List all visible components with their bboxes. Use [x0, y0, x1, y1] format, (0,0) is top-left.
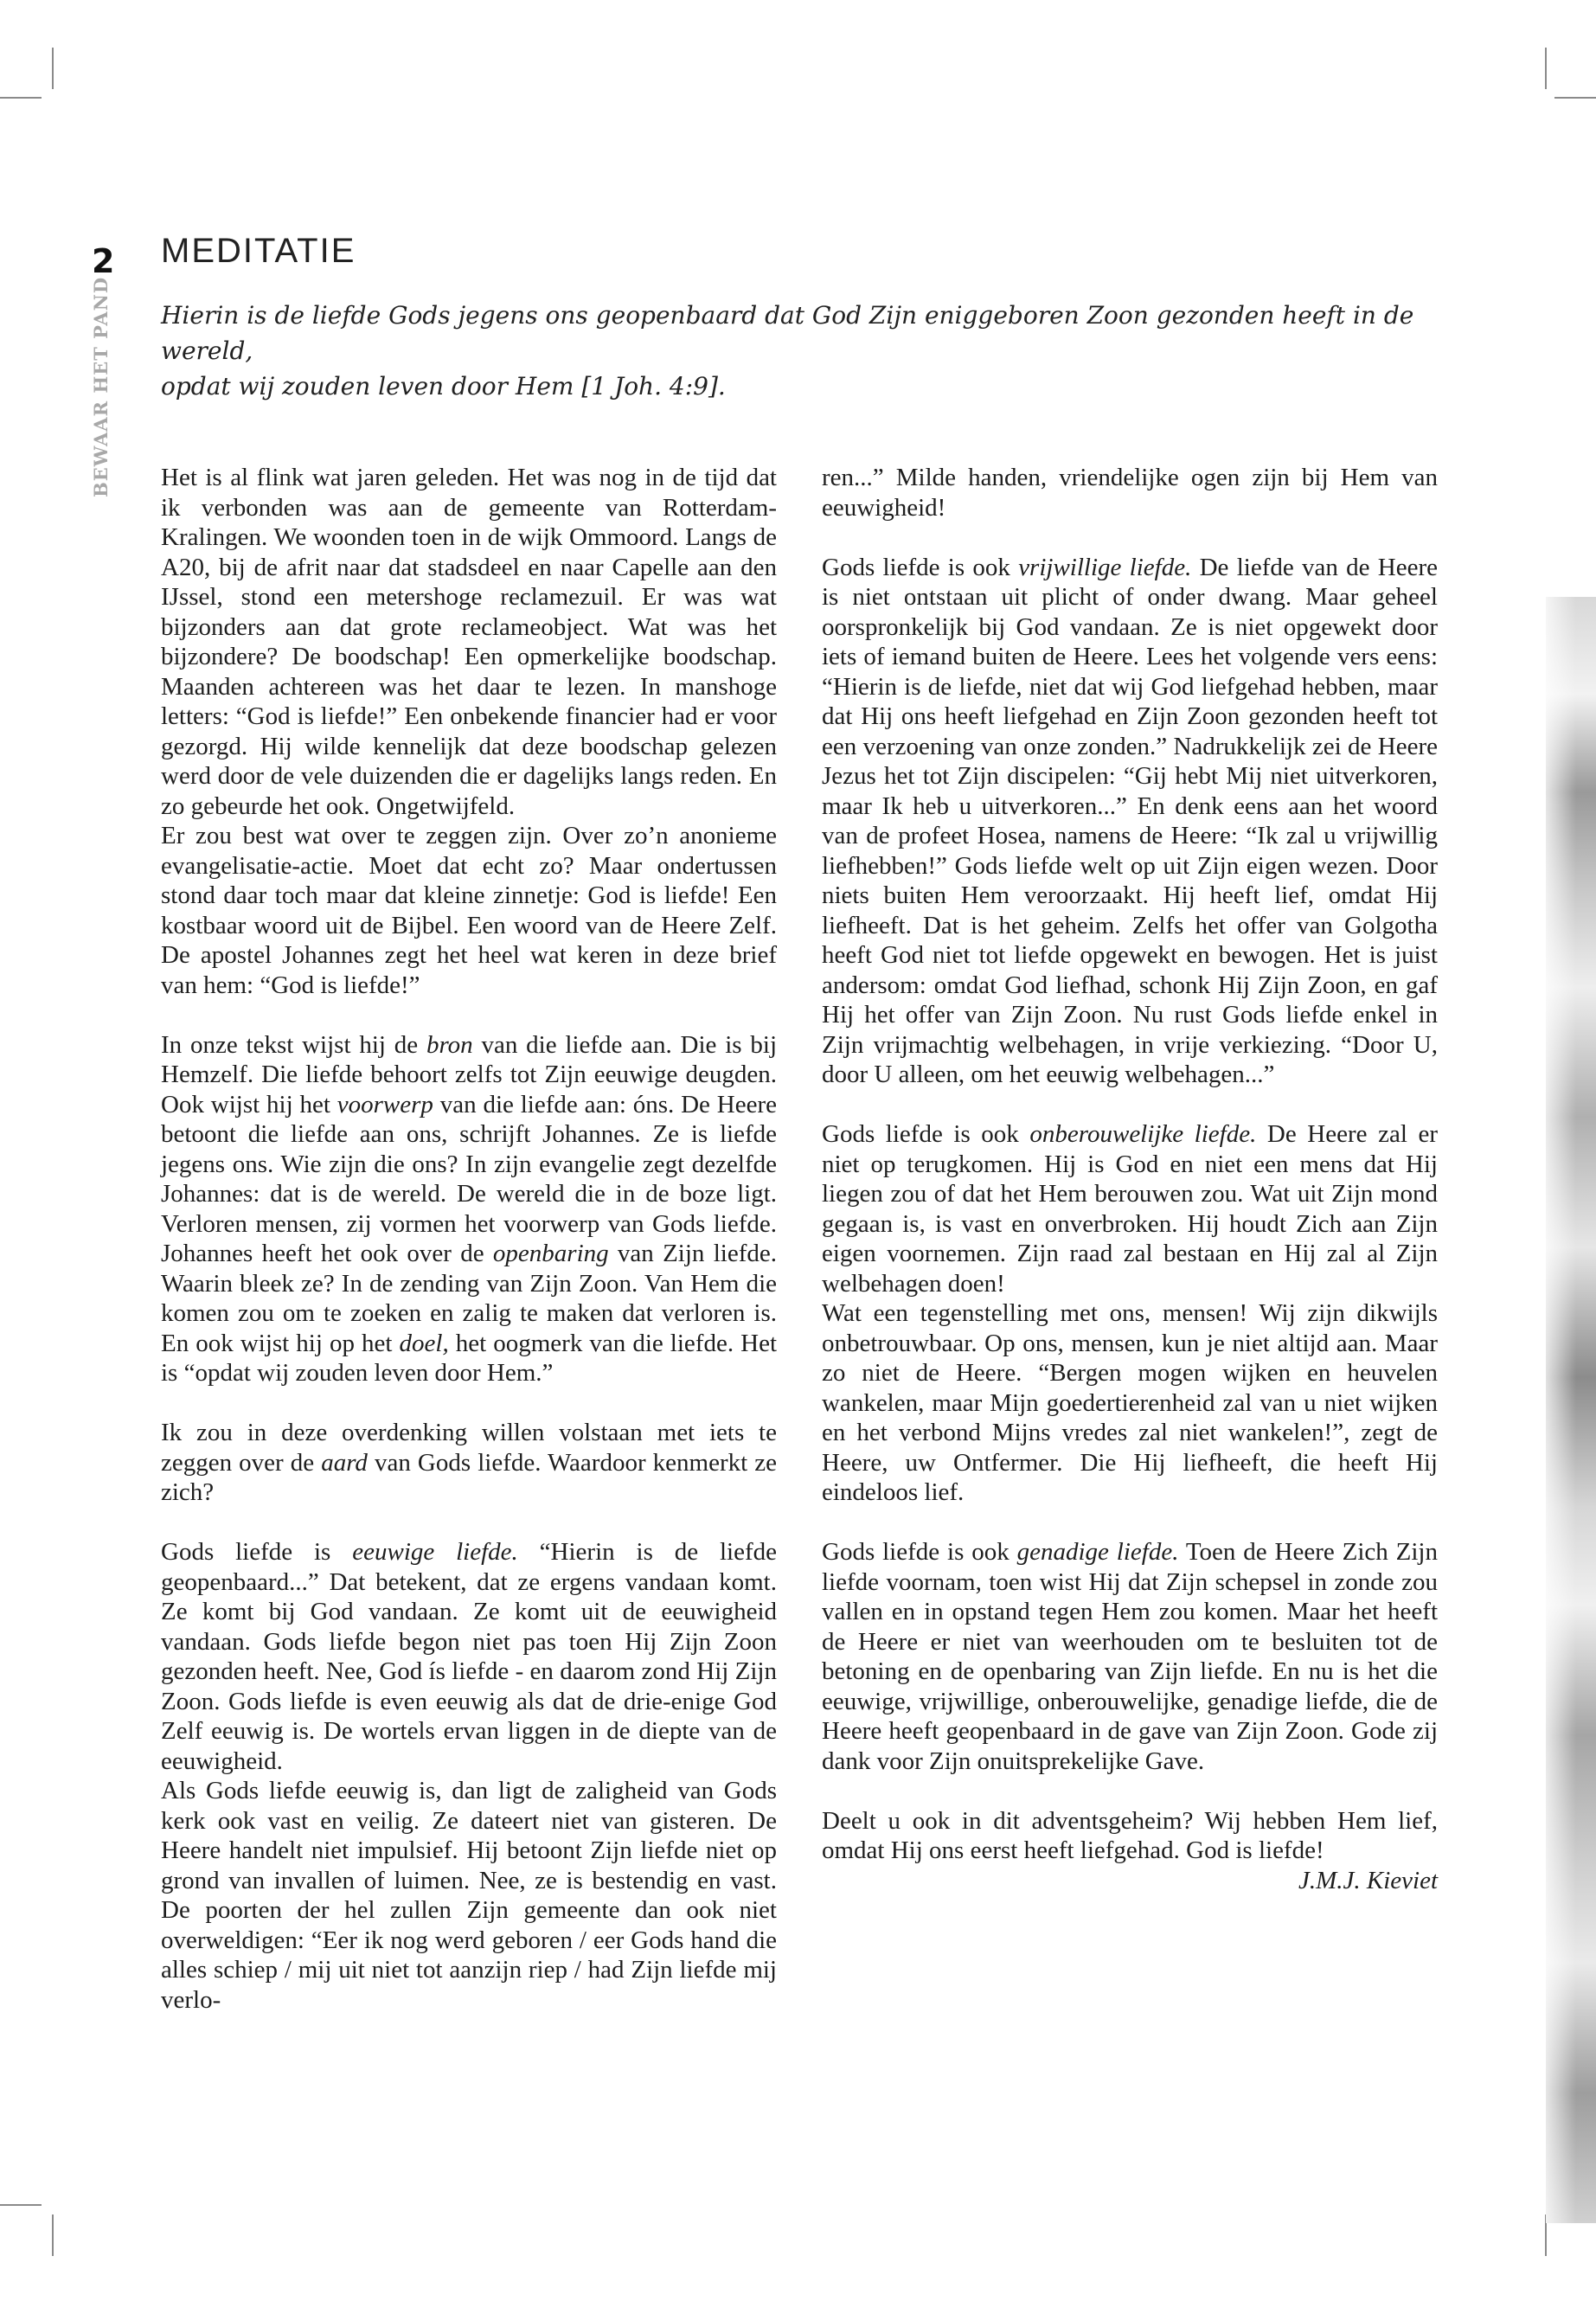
crop-mark-top-right — [1545, 48, 1547, 89]
paragraph: Als Gods liefde eeuwig is, dan ligt de zaligheid van Gods kerk ook vast en veilig. Ze dateert niet van gisteren. De Heere handelt niet impulsief. Hij betoont Zijn liefde niet op grond van invallen of luimen. Nee, ze is bestendig en vast. De poorten der hel zullen Zijn gemeente dan ook niet overweldigen: “Eer ik nog werd geboren / eer Gods hand die alles schiep / mij uit niet tot aanzijn riep / had Zijn liefde mij verlo- — [161, 1777, 777, 2014]
right-column — [822, 463, 1438, 1895]
left-column — [161, 463, 777, 2015]
paragraph: Gods liefde is ook vrijwillige liefde. De liefde van de Heere is niet ontstaan uit plicht of onder dwang. Maar geheel oorspronkelijk bij God vandaan. Ze is niet opgewekt door iets of iemand buiten de Heere. Lees het volgende vers eens: “Hierin is de liefde, niet dat wij God liefgehad hebben, maar dat Hij ons heeft liefgehad en Zijn Zoon gezonden heeft tot een verzoening van onze zonden.” Nadrukkelijk zei de Heere Jezus het tot Zijn discipelen: “Gij hebt Mij niet uitverkoren, maar Ik heb u uitverkoren...” En denk eens aan het woord van de profeet Hosea, namens de Heere: “Ik zal u vrijwillig liefhebben!” Gods liefde welt op uit Zijn eigen wezen. Door niets buiten Hem veroorzaakt. Hij heeft lief, omdat Hij liefheeft. Dat is het geheim. Zelfs het offer van Golgotha heeft God niet tot liefde opgewekt en bewogen. Het is juist andersom: omdat God liefhad, schonk Hij Zijn Zoon, en gaf Hij het offer van Zijn Zoon. Nu rust Gods liefde enkel in Zijn vrijmachtig welbehagen, in vrije verkiezing. “Door U, door U alleen, om het eeuwig welbehagen...” — [822, 553, 1438, 1088]
paragraph: Ik zou in deze overdenking willen volstaan met iets te zeggen over de aard van Gods liefde. Waardoor kenmerkt ze zich? — [161, 1419, 777, 1506]
paragraph: In onze tekst wijst hij de bron van die liefde aan. Die is bij Hemzelf. Die liefde behoort zelfs tot Zijn eeuwige deugden. Ook wijst hij het voorwerp van die liefde aan: óns. De Heere betoont die liefde aan ons, schrijft Johannes. Ze is liefde jegens ons. Wie zijn die ons? In zijn evangelie zegt dezelfde Johannes: dat is de wereld. De wereld die in de boze ligt. Verloren mensen, zij vormen het voorwerp van Gods liefde. Johannes heeft het ook over de openbaring van Zijn liefde. Waarin bleek ze? In de zending van Zijn Zoon. Van Hem die komen zou om te zoeken en zalig te maken dat verloren is. En ook wijst hij op het doel, het oogmerk van die liefde. Het is “opdat wij zouden leven door Hem.” — [161, 1030, 778, 1387]
paragraph: Gods liefde is ook genadige liefde. Toen de Heere Zich Zijn liefde voornam, toen wist Hij dat Zijn schepsel in zonde zou vallen en in opstand tegen Hem zou komen. Maar het heeft de Heere er niet van weerhouden om te besluiten tot de betoning en de openbaring van Zijn liefde. En nu is het die eeuwige, vrijwillige, onberouwelijke, genadige liefde, die de Heere heeft geopenbaard in de gave van Zijn Zoon. Gode zij dank voor Zijn onuitsprekelijke Gave. — [822, 1538, 1438, 1775]
paragraph: Het is al flink wat jaren geleden. Het was nog in de tijd dat ik verbonden was aan de gemeente van Rotterdam-Kralingen. We woonden toen in de wijk Ommoord. Langs de A20, bij de afrit naar dat stadsdeel en naar Capelle aan den IJssel, stond een metershoge reclamezuil. Er was wat bijzonders aan dat grote reclameobject. Wat was het bijzondere? De boodschap! Een opmerkelijke boodschap. Maanden achtereen was het daar te lezen. In manshoge letters: “God is liefde!” Een onbekende financier had er voor gezorgd. Hij wilde kennelijk dat deze boodschap gelezen werd door de vele duizenden die er dagelijks langs reden. En zo gebeurde het ook. Ongetwijfeld. — [161, 464, 777, 820]
epigraph-line-2: opdat wij zouden leven door Hem [1 Joh. 4:9]. — [161, 372, 726, 401]
paragraph: Deelt u ook in dit adventsgeheim? Wij hebben Hem lief, omdat Hij ons eerst heeft liefgehad. God is liefde! — [822, 1806, 1438, 1864]
paragraph: Er zou best wat over te zeggen zijn. Over zo’n anonieme evangelisatie-actie. Moet dat echt zo? Maar ondertussen stond daar toch maar dat kleine zinnetje: God is liefde! Een kostbaar woord uit de Bijbel. Een woord van de Heere Zelf. De apostel Johannes zegt het heel wat keren in deze brief van hem: “God is liefde!” — [161, 822, 777, 999]
crop-mark-bottom-left-h — [0, 2204, 42, 2206]
author-signature: J.M.J. Kieviet — [1298, 1866, 1438, 1894]
paragraph: ren...” Milde handen, vriendelijke ogen zijn bij Hem van eeuwigheid! — [822, 464, 1438, 522]
magazine-side-label: BEWAAR HET PAND — [90, 276, 112, 497]
paragraph: Wat een tegenstelling met ons, mensen! Wij zijn dikwijls onbetrouwbaar. Op ons, mensen, kun je niet altijd aan. Maar zo niet de Heere. “Bergen mogen wijken en heuvelen wankelen, maar Mijn goedertierenheid zal van u niet wijken en het verbond Mijns vredes zal niet wankelen!”, zegt de Heere, uw Ontfermer. Die Hij liefheeft, die heeft Hij eindeloos lief. — [822, 1299, 1438, 1506]
section-title: MEDITATIE — [161, 232, 356, 270]
crop-mark-top-left — [52, 48, 54, 89]
crop-mark-top-left-h — [0, 97, 42, 99]
epigraph — [161, 298, 1441, 404]
crop-mark-top-right-h — [1554, 97, 1596, 99]
paragraph: Gods liefde is eeuwige liefde. “Hierin is de liefde geopenbaard...” Dat betekent, dat ze ergens vandaan komt. Ze komt bij God vandaan. Ze komt uit de eeuwigheid vandaan. Gods liefde begon niet pas toen Hij Zijn Zoon gezonden heeft. Nee, God ís liefde - en daarom zond Hij Zijn Zoon. Gods liefde is even eeuwig als dat de drie-enige God Zelf eeuwig is. De wortels ervan liggen in de diepte van de eeuwigheid. — [161, 1538, 777, 1775]
crop-mark-bottom-left — [52, 2214, 54, 2256]
epigraph-line-1: Hierin is de liefde Gods jegens ons geopenbaard dat God Zijn eniggeboren Zoon gezonden heeft in de wereld, — [161, 301, 1414, 365]
page-number: 2 — [92, 242, 115, 280]
paragraph: Gods liefde is ook onberouwelijke liefde. De Heere zal er niet op terugkomen. Hij is God en niet een mens dat Hij liegen zou of dat het Hem berouwen zou. Wat uit Zijn mond gegaan is, is vast en onverbroken. Hij houdt Zich aan Zijn eigen voornemen. Zijn raad zal bestaan en Hij zal al Zijn welbehagen doen! — [822, 1120, 1439, 1298]
edge-photo-strip — [1546, 597, 1596, 2223]
